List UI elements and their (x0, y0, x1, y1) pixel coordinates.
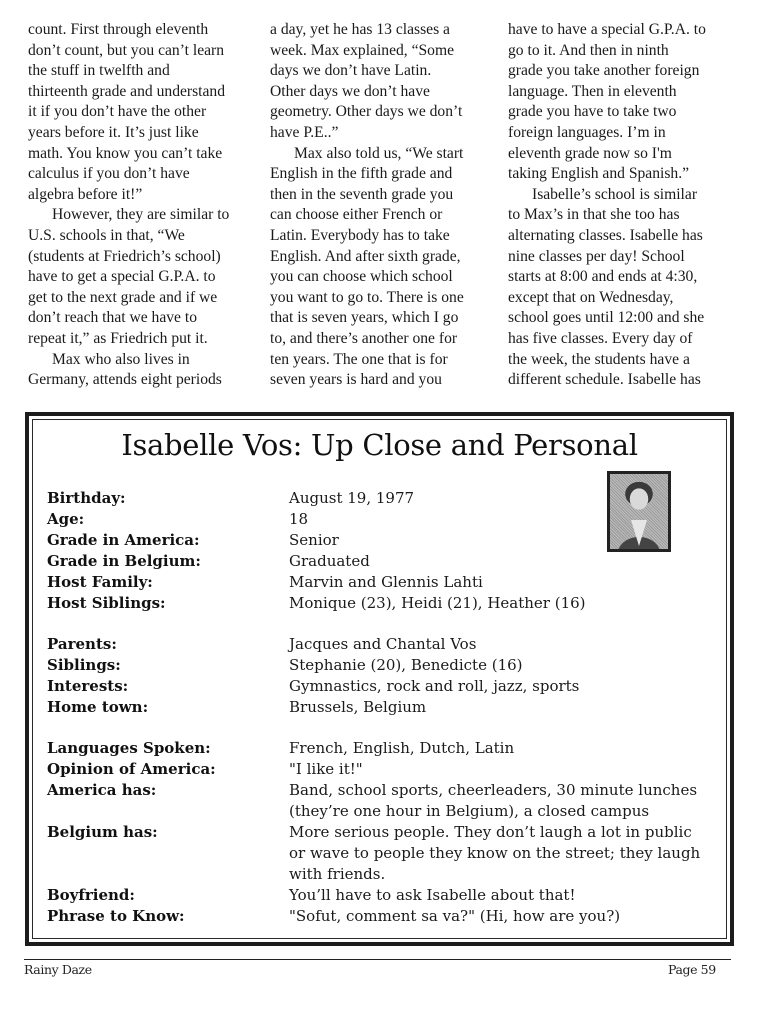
profile-row (47, 759, 729, 780)
article-line: nine classes per day! School (508, 247, 685, 265)
article-line: have P.E..” (270, 123, 339, 141)
profile-label: Opinion of America: (47, 760, 216, 778)
profile-row (47, 509, 729, 530)
profile-value-line: with friends. (289, 865, 386, 883)
profile-value (289, 676, 729, 697)
article-line: grade you have to take two (508, 103, 677, 121)
profile-value (289, 634, 729, 655)
profile-row (47, 634, 729, 655)
article-line: count. First through eleventh (28, 21, 209, 38)
profile-row (47, 593, 729, 614)
profile-label: Languages Spoken: (47, 739, 211, 757)
profile-value (289, 509, 729, 530)
footer-divider (24, 959, 731, 960)
profile-value-line: Stephanie (20), Benedicte (16) (289, 656, 523, 674)
profile-group-basics (47, 488, 729, 614)
article-line: to, and there’s another one for (270, 329, 458, 347)
profile-value (289, 738, 729, 759)
profile-value-line: More serious people. They don’t laugh a lot in public (289, 823, 692, 841)
profile-value-line: French, English, Dutch, Latin (289, 739, 515, 757)
profile-label: Boyfriend: (47, 886, 135, 904)
profile-row (47, 655, 729, 676)
profile-value (289, 572, 729, 593)
article-line: to Max’s in that she too has (508, 206, 680, 224)
profile-label: Age: (47, 510, 85, 528)
article-line: can choose either French or (270, 206, 443, 224)
profile-row (47, 738, 729, 759)
profile-title: Isabelle Vos: Up Close and Personal (121, 428, 638, 462)
article-line: English in the fifth grade and (270, 165, 453, 183)
article-line: alternating classes. Isabelle has (508, 226, 703, 244)
profile-value (289, 906, 729, 927)
profile-value (289, 593, 729, 614)
article-line: you want to go to. There is one (270, 288, 464, 306)
article-line: Other days we don’t have (270, 82, 430, 100)
profile-label: Phrase to Know: (47, 907, 185, 925)
profile-value (289, 530, 729, 551)
profile-value-line: Marvin and Glennis Lahti (289, 573, 483, 591)
profile-label: Grade in America: (47, 531, 200, 549)
article-line: calculus if you don’t have (28, 165, 190, 183)
article-line: don’t reach that we have to (28, 309, 198, 327)
profile-row (47, 551, 729, 572)
article-column-3 (508, 20, 706, 391)
article-column-2 (270, 20, 464, 391)
article-line: a day, yet he has 13 classes a (270, 21, 450, 38)
article-column-1 (28, 20, 229, 391)
article-line: the stuff in twelfth and (28, 62, 170, 80)
article-line: U.S. schools in that, “We (28, 226, 185, 244)
profile-value (289, 822, 729, 885)
article-line: Latin. Everybody has to take (270, 226, 450, 244)
profile-label: Grade in Belgium: (47, 552, 201, 570)
article-line: English. And after sixth grade, (270, 247, 461, 265)
article-line: (students at Friedrich’s school) (28, 247, 221, 265)
profile-row (47, 676, 729, 697)
article-line: have to have a special G.P.A. to (508, 21, 706, 38)
article-line: geometry. Other days we don’t (270, 103, 463, 121)
article-line: days we don’t have Latin. (270, 62, 432, 80)
profile-value (289, 780, 729, 822)
profile-value (289, 697, 729, 718)
article-line: foreign languages. I’m in (508, 123, 666, 141)
profile-label: Birthday: (47, 489, 126, 507)
profile-group-family (47, 634, 729, 718)
profile-label: Host Family: (47, 573, 153, 591)
profile-value-line: or wave to people they know on the street; they laugh (289, 844, 701, 862)
article-line: years before it. It’s just like (28, 123, 199, 141)
profile-label: Belgium has: (47, 823, 158, 841)
article-line: language. Then in eleventh (508, 82, 677, 100)
profile-row (47, 780, 729, 822)
profile-label: Home town: (47, 698, 149, 716)
profile-group-opinions (47, 738, 729, 927)
profile-box (25, 412, 734, 946)
profile-row (47, 822, 729, 885)
profile-value-line: Band, school sports, cheerleaders, 30 minute lunches (289, 781, 698, 799)
profile-value (289, 655, 729, 676)
article-line: get to the next grade and if we (28, 288, 218, 306)
profile-row (47, 488, 729, 509)
profile-row (47, 906, 729, 927)
article-line: it if you don’t have the other (28, 103, 207, 121)
profile-label: Parents: (47, 635, 117, 653)
profile-value-line: Jacques and Chantal Vos (289, 635, 477, 653)
profile-value-line: Graduated (289, 552, 370, 570)
profile-value-line: Gymnastics, rock and roll, jazz, sports (289, 677, 580, 695)
article-line: repeat it,” as Friedrich put it. (28, 329, 208, 347)
profile-value-line: "I like it!" (289, 760, 363, 778)
article-line: Max who also lives in (52, 350, 190, 368)
profile-value-line: "Sofut, comment sa va?" (Hi, how are you?) (289, 907, 621, 925)
article-line: starts at 8:00 and ends at 4:30, (508, 268, 698, 286)
article-line: eleventh grade now so I'm (508, 144, 672, 162)
article-line: algebra before it!” (28, 185, 143, 203)
article-line: Max also told us, “We start (294, 144, 464, 162)
article-line: have to get a special G.P.A. to (28, 268, 216, 286)
profile-label: Interests: (47, 677, 129, 695)
article-line: then in the seventh grade you (270, 185, 454, 203)
article-line: go to it. And then in ninth (508, 41, 669, 59)
article-line: except that on Wednesday, (508, 288, 674, 306)
profile-row (47, 885, 729, 906)
article-line: the week, the students have a (508, 350, 690, 368)
profile-label: Host Siblings: (47, 594, 166, 612)
profile-label: Siblings: (47, 656, 121, 674)
article-line: that is seven years, which I go (270, 309, 459, 327)
profile-row (47, 572, 729, 593)
profile-value (289, 551, 729, 572)
article-line: don’t count, but you can’t learn (28, 41, 225, 59)
profile-row (47, 530, 729, 551)
profile-value-line: Monique (23), Heidi (21), Heather (16) (289, 594, 586, 612)
profile-value-line: Senior (289, 531, 339, 549)
article-line: different schedule. Isabelle has (508, 371, 701, 389)
profile-value-line: 18 (289, 510, 309, 528)
profile-value-line: August 19, 1977 (289, 489, 415, 507)
profile-label: America has: (47, 781, 157, 799)
article-line: Germany, attends eight periods (28, 371, 222, 389)
footer-publication: Rainy Daze (24, 962, 92, 977)
profile-value (289, 885, 729, 906)
article-line: you can choose which school (270, 268, 453, 286)
article-line: school goes until 12:00 and she (508, 309, 705, 327)
article-line: thirteenth grade and understand (28, 82, 226, 100)
profile-value-line: Brussels, Belgium (289, 698, 427, 716)
footer-page-number: Page 59 (668, 962, 716, 977)
profile-value (289, 488, 729, 509)
profile-value-line: (they’re one hour in Belgium), a closed campus (289, 802, 650, 820)
article-line: ten years. The one that is for (270, 350, 448, 368)
article-line: week. Max explained, “Some (270, 41, 455, 59)
article-line: taking English and Spanish.” (508, 165, 690, 183)
article-line: grade you take another foreign (508, 62, 700, 80)
article-line: However, they are similar to (52, 206, 230, 224)
profile-row (47, 697, 729, 718)
article-line: math. You know you can’t take (28, 144, 223, 162)
profile-value (289, 759, 729, 780)
profile-value-line: You’ll have to ask Isabelle about that! (289, 886, 576, 904)
article-line: has five classes. Every day of (508, 329, 693, 347)
article-line: Isabelle’s school is similar (532, 185, 698, 203)
article-line: seven years is hard and you (270, 371, 442, 389)
